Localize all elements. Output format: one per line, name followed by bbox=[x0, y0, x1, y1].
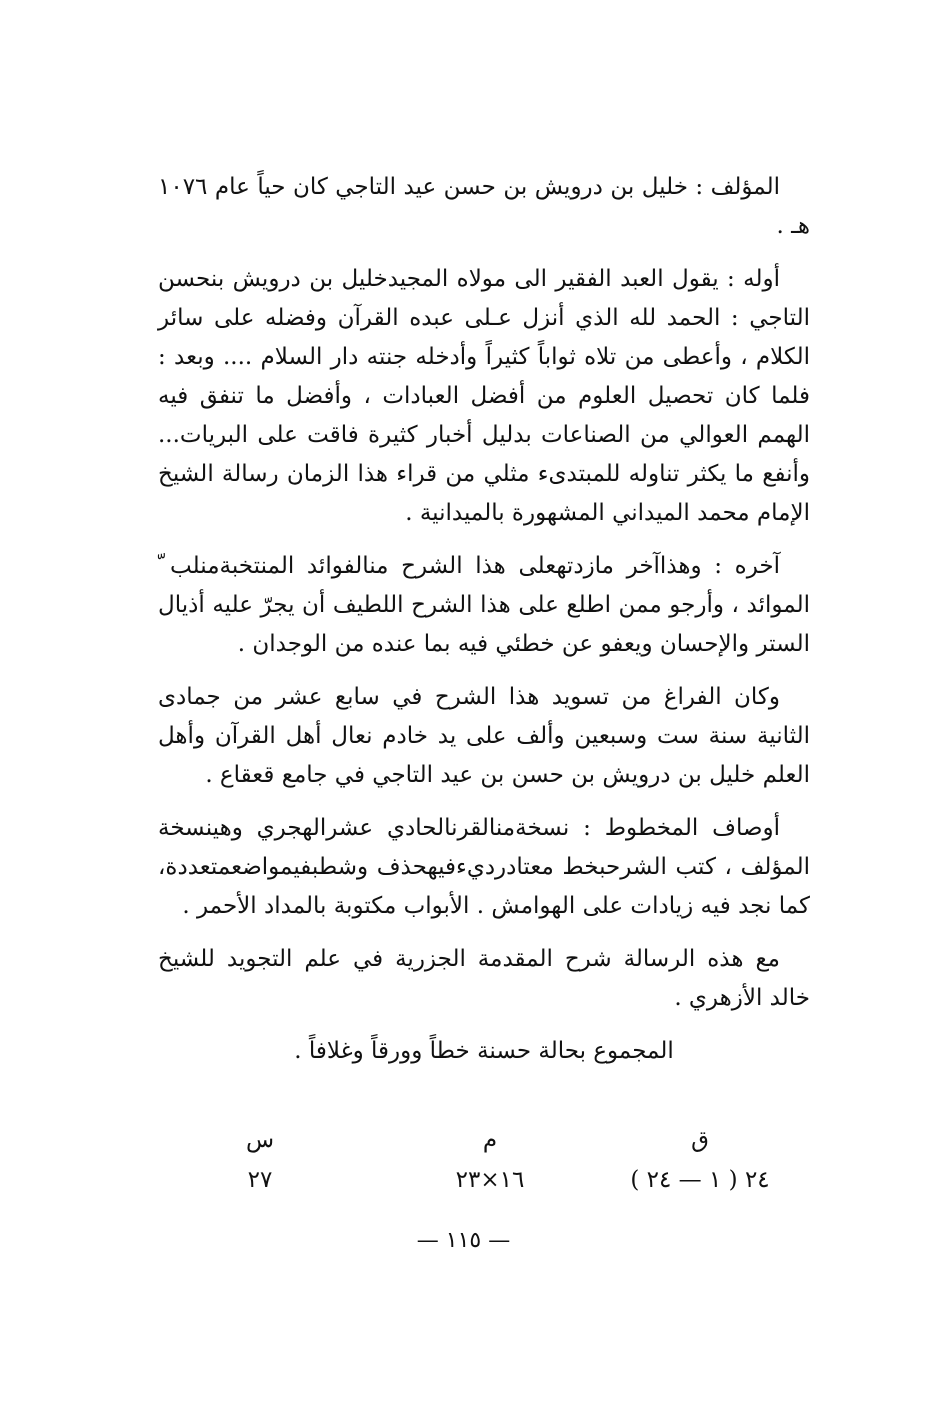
folios-heading: ق bbox=[691, 1127, 709, 1153]
manuscript-description-paragraph: أوصاف المخطوط : نسخةمنالقرنالحادي عشرالهجري وهينسخة المؤلف ، كتب الشرحبخط معتادرديءفيهحذف وشطبفيمواضعمتعددة، كما نجد فيه زيادات على الهوامش . الأبواب مكتوبة بالمداد الأحمر . bbox=[158, 815, 810, 919]
catalog-entry bbox=[158, 168, 810, 1085]
lines-value: ٢٧ bbox=[247, 1167, 273, 1193]
lines-column bbox=[170, 1120, 350, 1200]
dimensions-column bbox=[400, 1120, 580, 1200]
dimensions-heading: م bbox=[482, 1127, 498, 1153]
condition-paragraph: المجموع بحالة حسنة خطاً وورقاً وغلافاً . bbox=[294, 1038, 674, 1064]
dimensions-value: ١٦×٢٣ bbox=[455, 1167, 525, 1193]
folios-column bbox=[610, 1120, 790, 1200]
lines-heading: س bbox=[245, 1127, 275, 1153]
page-number: — ١١٥ — bbox=[416, 1228, 511, 1253]
folios-value: ٢٤ ( ١ — ٢٤ ) bbox=[630, 1167, 770, 1193]
manuscript-specs bbox=[190, 1120, 790, 1210]
author-paragraph: المؤلف : خليل بن درويش بن حسن عيد التاجي كان حياً عام ١٠٧٦ هـ . bbox=[158, 174, 810, 239]
incipit-paragraph: أوله : يقول العبد الفقير الى مولاه المجيدخليل بن درويش بنحسن التاجي : الحمد لله الذي أنزل عـلى عبده القرآن وفضله على سائر الكلام ، وأعطى من تلاه ثواباً كثيراً وأدخله جنته دار السلام .... وبعد : فلما كان تحصيل العلوم من أفضل العبادات ، وأفضل ما تنفق فيه الهمم العوالي من الصناعات بدليل أخبار كثيرة فاقت على البريات... وأنفع ما يكثر تناوله للمبتدىء مثلي من قراء هذا الزمان رسالة الشيخ الإمام محمد الميداني المشهورة بالميدانية . bbox=[158, 266, 810, 526]
explicit-paragraph: آخره : وهذاآخر مازدتهعلى هذا الشرح منالفوائد المنتخبةمنلب ّ الموائد ، وأرجو ممن اطلع على هذا الشرح اللطيف أن يجرّ عليه أذيال الستر والإحسان ويعفو عن خطئي فيه بما عنده من الوجدان . bbox=[158, 553, 810, 657]
companion-text-paragraph: مع هذه الرسالة شرح المقدمة الجزرية في علم التجويد للشيخ خالد الأزهري . bbox=[158, 946, 810, 1011]
colophon-paragraph: وكان الفراغ من تسويد هذا الشرح في سابع عشر من جمادى الثانية سنة ست وسبعين وألف على يد خادم نعال أهل القرآن وأهل العلم خليل بن درويش بن حسن بن عيد التاجي في جامع قعقاع . bbox=[158, 684, 810, 788]
